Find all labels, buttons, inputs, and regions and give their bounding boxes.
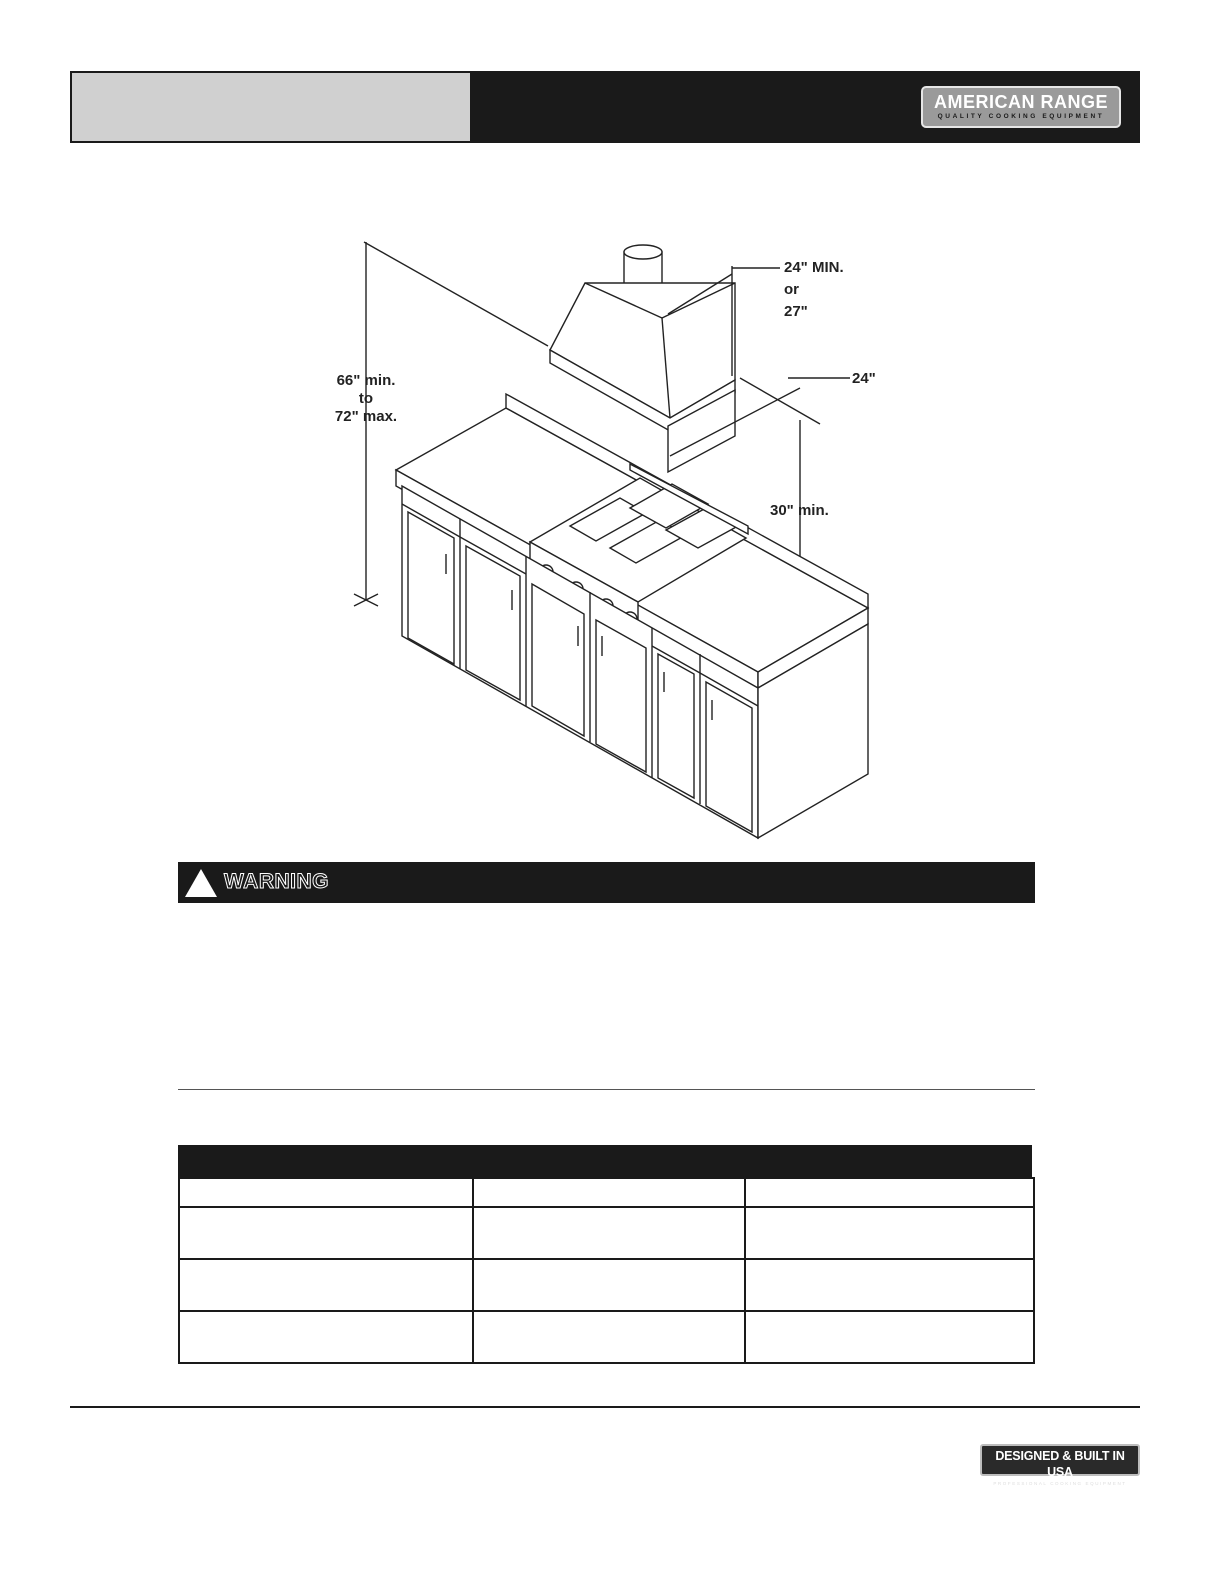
badge-sub-text: PROFESSIONAL COOKING EQUIPMENT <box>993 1481 1127 1486</box>
label-height-3: 72" max. <box>334 408 398 425</box>
logo-sub-text: QUALITY COOKING EQUIPMENT <box>937 113 1105 120</box>
table-row <box>179 1311 1034 1363</box>
table-row <box>179 1259 1034 1311</box>
label-clearance: 30" min. <box>770 502 829 519</box>
table-header-bar <box>178 1145 1032 1177</box>
logo-main-text: AMERICAN RANGE <box>933 92 1108 112</box>
warning-label: WARNING <box>224 870 329 893</box>
page-header <box>70 71 1140 143</box>
made-in-usa-badge <box>980 1444 1140 1486</box>
label-height-1: 66" min. <box>336 372 396 389</box>
table-row <box>179 1207 1034 1259</box>
label-hood-depth-1: 24" MIN. <box>784 259 844 276</box>
warning-banner <box>178 862 1035 903</box>
hood-installation-diagram <box>280 228 920 848</box>
spec-table <box>178 1177 1035 1364</box>
header-title-panel <box>72 73 472 141</box>
brand-logo <box>921 86 1121 128</box>
badge-main-text: DESIGNED & BUILT IN USA <box>995 1449 1125 1479</box>
label-hood-depth-3: 27" <box>784 303 808 320</box>
label-hood-depth-2: or <box>784 281 799 298</box>
label-hood-width: 24" <box>852 370 876 387</box>
label-height-2: to <box>358 390 374 407</box>
footer-rule <box>70 1406 1140 1408</box>
warning-triangle-icon <box>184 868 218 898</box>
header-brand-panel <box>472 73 1138 141</box>
table-row <box>179 1178 1034 1207</box>
section-divider <box>178 1089 1035 1090</box>
